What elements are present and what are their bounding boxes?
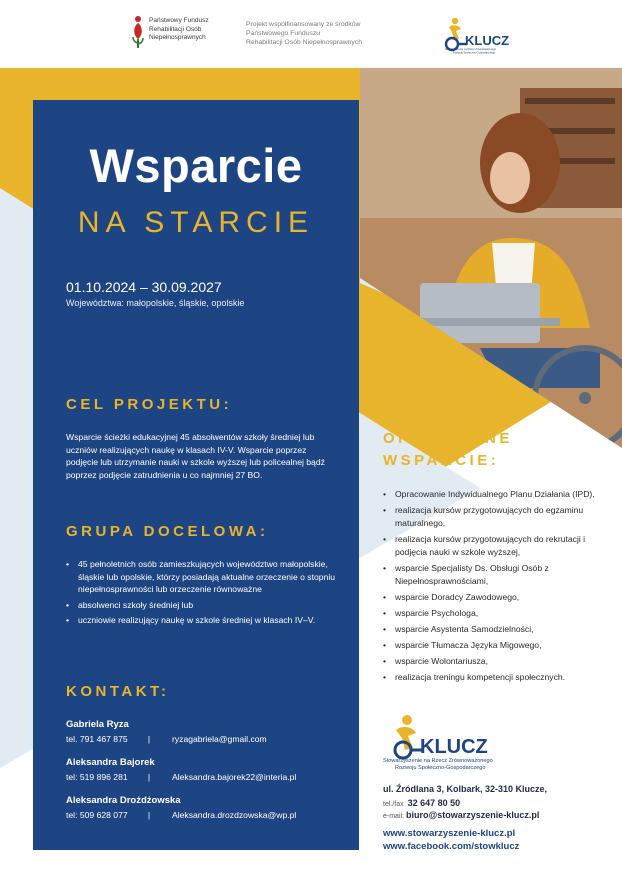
pfron-emblem-icon xyxy=(130,15,146,49)
list-item: • uczniowie realizujący naukę w szkole średniej w klasach IV–V. xyxy=(66,614,341,627)
klucz-logo-large xyxy=(380,712,560,772)
list-item: • 45 pełnoletnich osób zamieszkujących województwo małopolskie, śląskie lub opolskie, którzy posiadają aktualne orzeczenie o stopniu niepełnosprawności lub orzeczenie równoważne xyxy=(66,558,341,596)
contact-card xyxy=(66,757,346,782)
contact-name: Aleksandra Bajorek xyxy=(66,757,155,768)
contact-name: Aleksandra Drożdżowska xyxy=(66,795,181,806)
contact-name: Gabriela Ryza xyxy=(66,719,129,730)
hero-photo xyxy=(360,68,622,448)
separator: | xyxy=(147,810,151,820)
contact-email-link[interactable]: Aleksandra.bajorek22@interia.pl xyxy=(172,772,297,782)
list-item: • absolwenci szkoły średniej lub xyxy=(66,599,341,612)
project-regions: Województwa: małopolskie, śląskie, opolskie xyxy=(66,298,245,308)
contact-phone[interactable]: tel: 519 896 281 xyxy=(66,772,128,782)
cel-text: Wsparcie ścieżki edukacyjnej 45 absolwentów szkoły średniej lub uczniów realizujących naukę w klasach IV-V. Wsparcie poprzez podjęcie lub utrzymanie nauki w szkole wyższej lub policealnej bądź poprzez podjęcie zatrudnienia u co najmniej 27 BO. xyxy=(66,432,325,480)
svg-text:KLUCZ: KLUCZ xyxy=(465,33,510,48)
org-phone[interactable]: 32 647 80 50 xyxy=(407,798,461,808)
website-link[interactable]: www.stowarzyszenie-klucz.pl xyxy=(383,828,516,839)
list-item: • wsparcie Specjalisty Ds. Obsługi Osób z Niepełnosprawnościami, xyxy=(383,562,608,588)
page-title: Wsparcie xyxy=(89,139,303,192)
page-subtitle: NA STARCIE xyxy=(77,206,315,239)
list-item: • realizacja kursów przygotowujących do egzaminu maturalnego, xyxy=(383,504,608,530)
contact-card xyxy=(66,795,346,820)
oferowane-list xyxy=(383,488,608,687)
facebook-link[interactable]: www.facebook.com/stowklucz xyxy=(383,841,520,852)
org-telfax: tel./fax 32 647 80 50 xyxy=(383,798,461,808)
contact-phone[interactable]: tel. 791 467 875 xyxy=(66,734,128,744)
contact-email-link[interactable]: ryzagabriela@gmail.com xyxy=(172,734,267,744)
org-email-link[interactable]: biuro@stowarzyszenie-klucz.pl xyxy=(406,810,540,820)
contact-card xyxy=(66,719,346,744)
list-item: • wsparcie Doradcy Zawodowego, xyxy=(383,591,608,604)
list-item: • realizacja treningu kompetencji społecznych. xyxy=(383,671,608,684)
project-dates: 01.10.2024 – 30.09.2027 xyxy=(66,279,222,295)
svg-text:Rozwoju Społeczno-Gospodarczeg: Rozwoju Społeczno-Gospodarczego xyxy=(395,765,486,771)
separator: | xyxy=(147,772,151,782)
list-item: • wsparcie Tłumacza Języka Migowego, xyxy=(383,639,608,652)
org-address: ul. Źródlana 3, Kolbark, 32-310 Klucze, xyxy=(383,784,548,794)
grupa-heading: GRUPA DOCELOWA: xyxy=(66,523,269,540)
kontakt-heading: KONTAKT: xyxy=(66,683,170,700)
separator: | xyxy=(147,734,151,744)
contact-phone[interactable]: tel: 509 628 077 xyxy=(66,810,128,820)
svg-text:Stowarzyszenie na Rzecz Zrówno: Stowarzyszenie na Rzecz Zrównoważonego xyxy=(445,48,496,51)
grupa-list xyxy=(66,558,341,630)
list-item: • wsparcie Wolontariusza, xyxy=(383,655,608,668)
org-email: e-mail: biuro@stowarzyszenie-klucz.pl xyxy=(383,810,540,820)
oferowane-heading: OFEROWANE WSPARCIE: xyxy=(383,430,513,469)
pfron-logo xyxy=(130,15,240,55)
list-item: • Opracowanie Indywidualnego Planu Działania (IPD), xyxy=(383,488,608,501)
list-item: • wsparcie Psychologa, xyxy=(383,607,608,620)
cofinancing-note: Projekt współfinansowany ze środków Państwowego Funduszu Rehabilitacji Osób Niepełnosprawnych xyxy=(246,21,362,46)
pfron-name: Państwowy Fundusz Rehabilitacji Osób Niepełnosprawnych xyxy=(149,17,209,41)
svg-text:Stowarzyszenie na Rzecz Zrówno: Stowarzyszenie na Rzecz Zrównoważonego xyxy=(383,758,493,764)
cel-heading: CEL PROJEKTU: xyxy=(66,396,233,413)
contact-email-link[interactable]: Aleksandra.drozdzowska@wp.pl xyxy=(172,810,297,820)
list-item: • realizacja kursów przygotowujących do rekrutacji i podjęcia nauki w szkole wyższej, xyxy=(383,533,608,559)
svg-text:Rozwoju Społeczno-Gospodarczeg: Rozwoju Społeczno-Gospodarczego xyxy=(453,51,495,55)
svg-text:KLUCZ: KLUCZ xyxy=(420,736,488,758)
klucz-logo xyxy=(443,15,543,55)
list-item: • wsparcie Asystenta Samodzielności, xyxy=(383,623,608,636)
